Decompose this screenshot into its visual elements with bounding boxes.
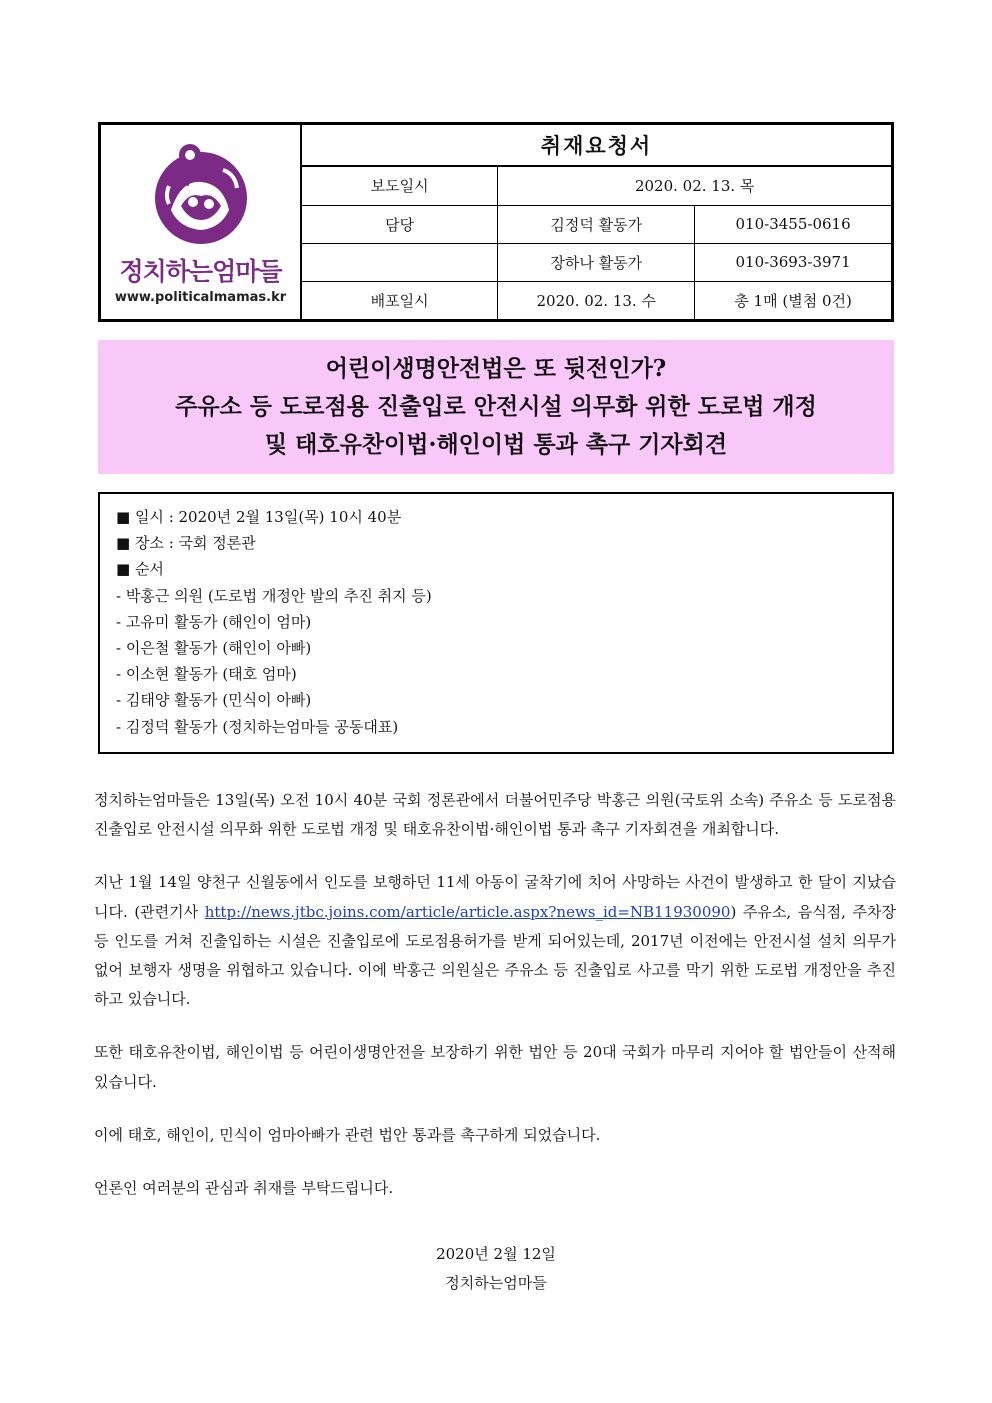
contact-name-1: 김정덕 활동가 [498, 205, 695, 243]
logo-name: 정치하는엄마들 [119, 256, 282, 286]
banner-line: 및 태호유찬이법·해인이법 통과 촉구 기자회견 [264, 431, 728, 458]
event-info-box [98, 492, 894, 754]
label-contact-2 [301, 243, 498, 281]
label-report-date: 보도일시 [301, 166, 498, 205]
value-report-date: 2020. 02. 13. 목 [498, 166, 892, 205]
label-distribution-date: 배포일시 [301, 281, 498, 319]
info-order-item: - 김태양 활동가 (민식이 아빠) [116, 691, 312, 710]
article-link[interactable]: http://news.jtbc.joins.com/article/article.aspx?news_id=NB11930090 [204, 902, 731, 921]
body-paragraph: 정치하는엄마들은 13일(목) 오전 10시 40분 국회 정론관에서 더불어민주당 박홍근 의원(국토위 소속) 주유소 등 도로점용 진출입로 안전시설 의무화 위한 도로법 개정 및 태호유찬이법·해인이법 통과 촉구 기자회견을 개최합니다. [94, 791, 896, 839]
info-order-item: - 고유미 활동가 (해인이 엄마) [116, 612, 312, 631]
contact-phone-1: 010-3455-0616 [695, 205, 892, 243]
title-banner [98, 340, 894, 474]
body-text-span: ) 주유소, 음식점, 주차장 등 인도를 거쳐 진출입하는 시설은 진출입로에 도로점용허가를 받게 되어있는데, 2017년 이전에는 안전시설 설치 의무가 없어 보행자 생명을 위협하고 있습니다. 이에 박홍근 의원실은 주유소 등 진출입로 사고를 막기 위한 도로법 개정안을 추진하고 있습니다. [94, 902, 896, 1009]
logo-cell [101, 125, 302, 320]
contact-name-2: 장하나 활동가 [498, 243, 695, 281]
banner-line: 어린이생명안전법은 또 뒷전인가? [325, 355, 667, 382]
label-contact: 담당 [301, 205, 498, 243]
signature [0, 1240, 992, 1298]
value-page-count: 총 1매 (별첨 0건) [695, 281, 892, 319]
info-place: ■ 장소 : 국회 정론관 [116, 534, 256, 553]
signature-org: 정치하는엄마들 [445, 1274, 547, 1292]
contact-phone-2: 010-3693-3971 [695, 243, 892, 281]
body-paragraph: 또한 태호유찬이법, 해인이법 등 어린이생명안전을 보장하기 위한 법안 등 20대 국회가 마무리 지어야 할 법안들이 산적해 있습니다. [94, 1043, 896, 1091]
value-distribution-date: 2020. 02. 13. 수 [498, 281, 695, 319]
press-release-body [94, 786, 896, 1227]
info-order-heading: ■ 순서 [116, 560, 164, 579]
banner-line: 주유소 등 도로점용 진출입로 안전시설 의무화 위한 도로법 개정 [175, 393, 817, 420]
logo-url: www.politicalmamas.kr [114, 289, 287, 305]
document-title: 취재요청서 [301, 125, 892, 167]
signature-date: 2020년 2월 12일 [436, 1245, 556, 1263]
info-order-item: - 이은철 활동가 (해인이 아빠) [116, 639, 312, 658]
logo-emblem-icon [151, 140, 251, 250]
header-table [98, 122, 894, 322]
info-date: ■ 일시 : 2020년 2월 13일(목) 10시 40분 [116, 508, 402, 526]
body-paragraph: 이에 태호, 해인이, 민식이 엄마아빠가 관련 법안 통과를 촉구하게 되었습니다. [94, 1125, 601, 1144]
info-order-item: - 박홍근 의원 (도로법 개정안 발의 추진 취지 등) [116, 586, 432, 605]
info-order-item: - 이소현 활동가 (태호 엄마) [116, 665, 297, 684]
info-order-item: - 김정덕 활동가 (정치하는엄마들 공동대표) [116, 717, 399, 736]
body-paragraph: 언론인 여러분의 관심과 취재를 부탁드립니다. [94, 1179, 394, 1198]
body-text-span: 지난 1월 14일 양천구 신월동에서 인도를 보행하던 11세 아동이 굴착기에 치어 사망하는 사건이 발생하고 한 달이 지났습니다. (관련기사 [94, 873, 896, 921]
body-paragraph [94, 868, 896, 1014]
